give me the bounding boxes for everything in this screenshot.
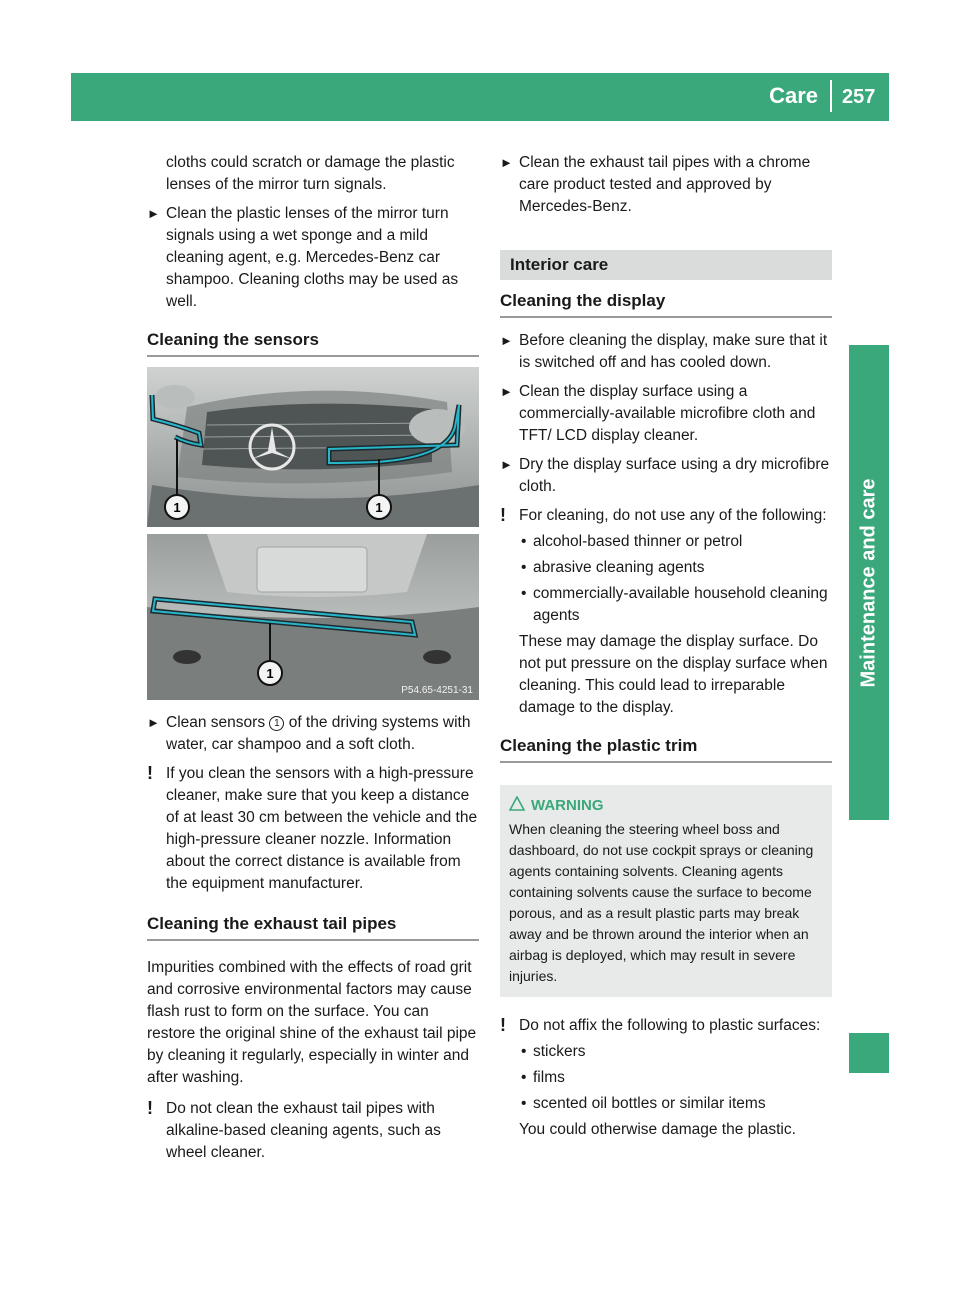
bullet-icon: •	[521, 559, 527, 576]
sensor-figure	[147, 367, 479, 700]
warning-title: WARNING	[509, 795, 823, 816]
step-display-2	[500, 381, 832, 447]
intro-text: cloths could scratch or damage the plastic lenses of the mirror turn signals.	[166, 154, 455, 193]
plastic-end-text: You could otherwise damage the plastic.	[519, 1121, 796, 1138]
sensor-illustration	[147, 367, 479, 700]
bullet-icon: •	[521, 1095, 527, 1112]
heading-display: Cleaning the display	[500, 290, 832, 318]
note-exhaust	[147, 1098, 479, 1164]
note-plastic	[500, 1015, 832, 1037]
step-chrome-text: Clean the exhaust tail pipes with a chrome care product tested and approved by Mercedes-Benz.	[519, 154, 811, 215]
step-sensors	[147, 712, 479, 756]
bullet-icon: •	[521, 1043, 527, 1060]
step-display-text: Dry the display surface using a dry microfibre cloth.	[519, 456, 830, 495]
step-arrow-icon: ►	[500, 333, 513, 348]
step-display-3	[500, 454, 832, 498]
warning-text: When cleaning the steering wheel boss and dashboard, do not use cockpit sprays or cleaning agents containing solvents. Cleaning agents containing solvents cause the surface to become porous, and as a result plastic parts may break away and be thrown around the interior when an airbag is deployed, which may result in severe injuries.	[509, 821, 814, 984]
list-item: • scented oil bottles or similar items	[519, 1093, 832, 1115]
note-exhaust-text: Do not clean the exhaust tail pipes with alkaline-based cleaning agents, such as wheel cleaner.	[166, 1100, 441, 1161]
step-chrome	[500, 152, 832, 218]
step-arrow-icon: ►	[500, 155, 513, 170]
thumb-index	[849, 1033, 889, 1073]
callout-label: 1	[266, 666, 274, 681]
step-arrow-icon: ►	[147, 715, 160, 730]
interior-care-banner: Interior care	[500, 250, 832, 280]
caution-icon: !	[500, 1015, 506, 1035]
callout-label: 1	[173, 500, 181, 515]
step-display-text: Before cleaning the display, make sure that it is switched off and has cooled down.	[519, 332, 828, 371]
bullet-icon: •	[521, 1069, 527, 1086]
chapter-tab-label: Maintenance and care	[857, 478, 880, 687]
step-arrow-icon: ►	[500, 384, 513, 399]
right-column	[500, 152, 832, 1141]
display-warning-text: These may damage the display surface. Do not put pressure on the display surface when cleaning. This could lead to irreparable damage to the display.	[519, 633, 828, 716]
header-bar	[71, 73, 889, 121]
step-lenses	[147, 203, 479, 313]
list-item: • abrasive cleaning agents	[519, 557, 832, 579]
bullet-icon: •	[521, 533, 527, 550]
callout-label: 1	[375, 500, 383, 515]
list-item: • stickers	[519, 1041, 832, 1063]
callout-1-icon: 1	[269, 716, 284, 731]
heading-exhaust: Cleaning the exhaust tail pipes	[147, 913, 479, 941]
note-sensors-text: If you clean the sensors with a high-pressure cleaner, make sure that you keep a distance of at least 30 cm between the vehicle and the high-pressure cleaner nozzle. Information about the correct distance is available from the equipment manufacturer.	[166, 765, 478, 892]
figure-code: P54.65-4251-31	[401, 685, 473, 696]
step-lenses-text: Clean the plastic lenses of the mirror turn signals using a wet sponge and a mild cleaning agent, e.g. Mercedes-Benz car shampoo. Cleaning cloths may be used as well.	[166, 205, 459, 310]
step-display-1	[500, 330, 832, 374]
list-item: • commercially-available household cleaning agents	[521, 585, 828, 624]
heading-sensors: Cleaning the sensors	[147, 329, 479, 357]
step-arrow-icon: ►	[500, 457, 513, 472]
section-title: Care	[769, 80, 832, 112]
note-plastic-text: Do not affix the following to plastic surfaces:	[519, 1017, 821, 1034]
left-column	[147, 152, 479, 1172]
note-sensors	[147, 763, 479, 895]
bullet-icon: •	[521, 585, 527, 602]
exhaust-paragraph: Impurities combined with the effects of road grit and corrosive environmental factors may cause flash rust to form on the surface. You can restore the original shine of the exhaust tail pipe by cleaning it regularly, especially in winter and after washing.	[147, 959, 477, 1086]
step-sensors-text-a: Clean sensors	[166, 714, 270, 731]
heading-plastic: Cleaning the plastic trim	[500, 735, 832, 763]
list-item: • alcohol-based thinner or petrol	[519, 531, 832, 553]
page-number: 257	[842, 86, 876, 108]
note-display-text: For cleaning, do not use any of the following:	[519, 507, 827, 524]
step-arrow-icon: ►	[147, 206, 160, 221]
list-item: • films	[519, 1067, 832, 1089]
note-display	[500, 505, 832, 527]
warning-box	[500, 785, 832, 997]
caution-icon: !	[147, 763, 153, 783]
warning-triangle-icon	[509, 796, 525, 811]
caution-icon: !	[500, 505, 506, 525]
step-display-text: Clean the display surface using a commercially-available microfibre cloth and TFT/ LCD display cleaner.	[519, 383, 816, 444]
step-sensors-text-b: of the driving systems with water, car shampoo and a soft cloth.	[166, 714, 471, 753]
caution-icon: !	[147, 1098, 153, 1118]
